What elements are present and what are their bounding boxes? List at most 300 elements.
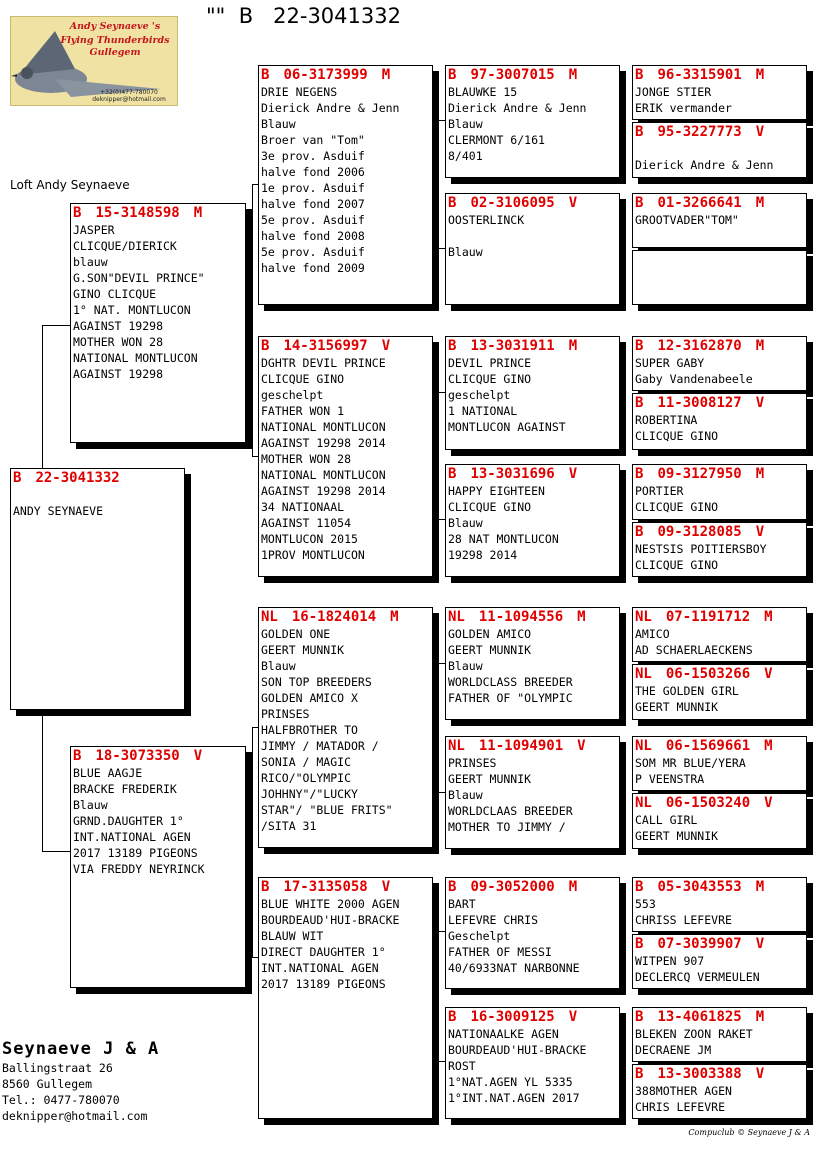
sex-code: V — [381, 338, 391, 354]
country-code: B — [13, 470, 22, 486]
pigeon-header — [633, 878, 806, 896]
ring-number: 96-3315901 — [657, 67, 742, 83]
pigeon-info-line: Blauw — [448, 788, 483, 802]
pigeon-info-line: Dierick Andre & Jenn — [635, 158, 774, 172]
country-code: NL — [635, 609, 652, 625]
pigeon-info-line: AGAINST 19298 2014 — [261, 436, 386, 450]
pigeon-info-line: INT.NATIONAL AGEN — [261, 961, 379, 975]
pigeon-info-line: AGAINST 11054 — [261, 516, 352, 530]
pigeon-info-line: MOTHER WON 28 — [73, 335, 164, 349]
pigeon-info-line: Blauw — [448, 117, 483, 131]
pigeon-info-line: BOURDEAUD'HUI-BRACKE — [261, 913, 400, 927]
pigeon-info-line: GOLDEN AMICO X — [261, 691, 358, 705]
pedigree-card-dam — [70, 746, 246, 988]
sex-code: M — [193, 205, 203, 221]
sex-code: M — [568, 67, 578, 83]
pedigree-card-dds — [445, 877, 620, 989]
ring-number: 09-3128085 — [657, 524, 742, 540]
breeder-city: 8560 Gullegem — [2, 1077, 93, 1091]
connector — [625, 634, 626, 691]
pigeon-info-line: CALL GIRL — [635, 813, 698, 827]
pigeon-info-line: BLUE AAGJE — [73, 766, 143, 780]
country-code: NL — [261, 609, 278, 625]
pigeon-info-line: WORLDCLASS BREEDER — [448, 675, 573, 689]
pigeon-info-line: P VEENSTRA — [635, 772, 705, 786]
pigeon-header — [446, 194, 619, 212]
ring-number: 07-1191712 — [665, 609, 751, 625]
pigeon-info-line: Blauw — [448, 245, 483, 259]
country-code: B — [635, 524, 644, 540]
pigeon-info-line: AGAINST 19298 — [73, 319, 164, 333]
sex-code: M — [755, 195, 765, 211]
pigeon-info-line: Dierick Andre & Jenn — [448, 101, 587, 115]
pigeon-header — [259, 66, 432, 84]
country-code: B — [635, 338, 644, 354]
pedigree-card-ssd — [445, 193, 620, 305]
connector — [438, 931, 439, 1061]
pedigree-card-g2 — [632, 122, 807, 178]
pigeon-info-line: halve fond 2007 — [261, 197, 365, 211]
pedigree-card-g14 — [632, 934, 807, 989]
pedigree-card-dd — [258, 877, 433, 1119]
pigeon-info-line: /SITA 31 — [261, 819, 317, 833]
pedigree-card-g16 — [632, 1064, 807, 1119]
pigeon-info-line: PRINSES — [261, 707, 310, 721]
pigeon-info-line: NATIONAL MONTLUCON — [261, 420, 386, 434]
pigeon-info-line: GEERT MUNNIK — [448, 772, 532, 786]
connector — [438, 248, 445, 249]
pigeon-info-line: FATHER OF "OLYMPIC — [448, 691, 573, 705]
sex-code: V — [755, 524, 765, 540]
pedigree-card-ds — [258, 607, 433, 848]
pedigree-card-g1 — [632, 65, 807, 120]
pigeon-info-line: CLICQUE GINO — [635, 558, 719, 572]
country-code: B — [261, 879, 270, 895]
pigeon-header — [446, 1008, 619, 1026]
pigeon-info-line: 553 — [635, 897, 656, 911]
pigeon-info-line: 1° NAT. MONTLUCON — [73, 303, 191, 317]
pigeon-info-line: Blauw — [261, 117, 296, 131]
ring-number: 18-3073350 — [95, 748, 180, 764]
pedigree-card-sd — [258, 336, 433, 577]
pigeon-info-line: RICO/"OLYMPIC — [261, 771, 352, 785]
logo-email: deknipper@hotmail.com — [92, 96, 166, 103]
ring-number: 05-3043553 — [657, 879, 742, 895]
pigeon-header — [633, 194, 806, 212]
pigeon-info-line: CLICQUE GINO — [448, 500, 532, 514]
pigeon-header — [71, 747, 245, 765]
pigeon-info-line: GOLDEN AMICO — [448, 627, 532, 641]
pigeon-info-line: DGHTR DEVIL PRINCE — [261, 356, 386, 370]
connector — [625, 92, 626, 148]
pigeon-info-line: BLEKEN ZOON RAKET — [635, 1027, 753, 1041]
pedigree-card-sire — [70, 203, 246, 443]
pigeon-info-line: ROBERTINA — [635, 413, 698, 427]
sex-code: V — [764, 795, 773, 811]
connector — [438, 519, 445, 520]
country-code: B — [635, 1009, 644, 1025]
pedigree-card-g12 — [632, 793, 807, 849]
sex-code: V — [568, 466, 578, 482]
pigeon-info-line: JIMMY / MATADOR / — [261, 739, 379, 753]
sex-code: M — [577, 609, 586, 625]
pigeon-info-line: GEERT MUNNIK — [261, 643, 345, 657]
pigeon-info-line: ANDY SEYNAEVE — [13, 504, 104, 518]
ring-number: 14-3156997 — [283, 338, 368, 354]
pigeon-info-line: Broer van "Tom" — [261, 133, 365, 147]
pigeon-info-line: BLUE WHITE 2000 AGEN — [261, 897, 400, 911]
pigeon-header — [633, 123, 806, 141]
breeder-street: Ballingstraat 26 — [2, 1061, 113, 1075]
pedigree-card-sds — [445, 336, 620, 450]
country-code: B — [448, 338, 457, 354]
pigeon-info-line: SON TOP BREEDERS — [261, 675, 372, 689]
pigeon-info-line: HAPPY EIGHTEEN — [448, 484, 545, 498]
ring-number: 22-3041332 — [35, 470, 120, 486]
page-title — [206, 4, 401, 28]
pigeon-info-line: AD SCHAERLAECKENS — [635, 643, 753, 657]
sex-code: M — [764, 738, 773, 754]
pigeon-info-line: GRND.DAUGHTER 1° — [73, 814, 184, 828]
country-code: B — [448, 466, 457, 482]
sex-code: M — [764, 609, 773, 625]
pigeon-info-line: halve fond 2006 — [261, 165, 365, 179]
loft-label: Loft Andy Seynaeve — [10, 178, 130, 192]
logo-phone: +32(0)477-780070 — [100, 89, 158, 96]
pedigree-card-g4 — [632, 250, 807, 305]
country-code: B — [635, 195, 644, 211]
sex-code: V — [764, 666, 773, 682]
pigeon-info-line: 19298 2014 — [448, 548, 518, 562]
pigeon-header — [446, 737, 619, 755]
connector — [625, 220, 626, 276]
pigeon-info-line: BRACKE FREDERIK — [73, 782, 177, 796]
ring-number: 06-1503266 — [665, 666, 751, 682]
pigeon-info-line: DECLERCQ VERMEULEN — [635, 970, 760, 984]
country-code: NL — [635, 666, 652, 682]
pigeon-header — [633, 337, 806, 355]
pigeon-header — [446, 878, 619, 896]
sex-code: M — [568, 879, 578, 895]
sex-code: V — [193, 748, 203, 764]
breeder-name: Seynaeve J & A — [2, 1039, 160, 1059]
breeder-email: deknipper@hotmail.com — [2, 1109, 148, 1123]
pigeon-info-line: OOSTERLINCK — [448, 213, 525, 227]
pigeon-info-line: 2017 13189 PIGEONS — [261, 977, 386, 991]
pigeon-info-line: DIRECT DAUGHTER 1° — [261, 945, 386, 959]
breeder-info — [2, 1038, 159, 1124]
country-code: B — [635, 879, 644, 895]
ring-number: 97-3007015 — [470, 67, 555, 83]
connector — [438, 392, 445, 393]
pigeon-info-line: JASPER — [73, 223, 115, 237]
country-code: B — [635, 124, 644, 140]
pigeon-info-line: GROOTVADER"TOM" — [635, 213, 739, 227]
country-code: B — [73, 205, 82, 221]
sex-code: M — [390, 609, 399, 625]
pigeon-info-line: SUPER GABY — [635, 356, 705, 370]
pigeon-info-line: GEERT MUNNIK — [635, 700, 719, 714]
pigeon-info-line: 3e prov. Asduif — [261, 149, 365, 163]
pigeon-info-line: MONTLUCON AGAINST — [448, 420, 566, 434]
ring-number: 95-3227773 — [657, 124, 742, 140]
connector — [438, 1061, 445, 1062]
pigeon-header — [446, 337, 619, 355]
ring-number: 11-3008127 — [657, 395, 742, 411]
pigeon-header — [633, 794, 806, 812]
pigeon-header — [71, 204, 245, 222]
pedigree-card-g5 — [632, 336, 807, 391]
sex-code: V — [568, 195, 578, 211]
pigeon-info-line: CLICQUE/DIERICK — [73, 239, 177, 253]
logo-line2: Flying Thunderbirds — [60, 35, 170, 46]
pedigree-card-g13 — [632, 877, 807, 932]
pedigree-card-g7 — [632, 464, 807, 520]
pigeon-header — [633, 935, 806, 953]
country-code: B — [261, 338, 270, 354]
country-code: NL — [635, 795, 652, 811]
loft-logo — [10, 16, 178, 106]
pigeon-info-line: SOM MR BLUE/YERA — [635, 756, 746, 770]
sex-code: M — [568, 338, 578, 354]
pigeon-header — [633, 465, 806, 483]
ring-number: 16-1824014 — [291, 609, 377, 625]
pigeon-info-line: NESTSIS POITIERSBOY — [635, 542, 767, 556]
pigeon-info-line: Gaby Vandenabeele — [635, 372, 753, 386]
pigeon-info-line: Blauw — [261, 659, 296, 673]
ring-number: 13-4061825 — [657, 1009, 742, 1025]
pedigree-card-sdd — [445, 464, 620, 577]
pigeon-info-line: Dierick Andre & Jenn — [261, 101, 400, 115]
pigeon-info-line — [11, 487, 184, 503]
sex-code: M — [755, 67, 765, 83]
pigeon-info-line: MOTHER WON 28 — [261, 452, 352, 466]
pigeon-header — [11, 469, 184, 487]
connector — [252, 727, 253, 957]
pigeon-header — [633, 394, 806, 412]
pigeon-info-line: 1 NATIONAL — [448, 404, 518, 418]
country-code: B — [73, 748, 82, 764]
pigeon-info-line: INT.NATIONAL AGEN — [73, 830, 191, 844]
pigeon-info-line: PRINSES — [448, 756, 497, 770]
sex-code: M — [381, 67, 391, 83]
country-code: B — [448, 879, 457, 895]
pigeon-header — [446, 465, 619, 483]
pigeon-info-line: Blauw — [448, 516, 483, 530]
pigeon-info-line: NATIONAALKE AGEN — [448, 1027, 559, 1041]
pigeon-info-line: CHRISS LEFEVRE — [635, 913, 732, 927]
pigeon-info-line: 1e prov. Asduif — [261, 181, 365, 195]
pigeon-info-line: 5e prov. Asduif — [261, 213, 365, 227]
pigeon-info-line: 34 NATIONAAL — [261, 500, 345, 514]
country-code: B — [635, 936, 644, 952]
pigeon-info-line: Blauw — [448, 659, 483, 673]
country-code: B — [635, 466, 644, 482]
pigeon-info-line: CLERMONT 6/161 — [448, 133, 545, 147]
ring-number: 17-3135058 — [283, 879, 368, 895]
country-code: NL — [448, 738, 465, 754]
country-code: B — [261, 67, 270, 83]
pigeon-info-line: GINO CLICQUE — [73, 287, 157, 301]
title-ring: 22-3041332 — [273, 4, 401, 28]
pigeon-info-line: JONGE STIER — [635, 85, 712, 99]
connector — [438, 120, 439, 248]
pigeon-info-line: 40/6933NAT NARBONNE — [448, 961, 580, 975]
pigeon-info-line: BOURDEAUD'HUI-BRACKE — [448, 1043, 587, 1057]
sex-code: V — [568, 1009, 578, 1025]
ring-number: 13-3031911 — [470, 338, 555, 354]
pigeon-info-line: MOTHER TO JIMMY / — [448, 820, 566, 834]
pedigree-card-subject — [10, 468, 185, 710]
connector — [438, 120, 445, 121]
connector — [438, 792, 445, 793]
title-country: B — [238, 4, 254, 28]
logo-line1: Andy Seynaeve 's — [69, 21, 161, 32]
pigeon-info-line: AGAINST 19298 2014 — [261, 484, 386, 498]
pigeon-info-line: Blauw — [73, 798, 108, 812]
pigeon-header — [259, 337, 432, 355]
footer-credit: Compuclub © Seynaeve J & A — [688, 1128, 810, 1137]
pigeon-info-line: GEERT MUNNIK — [635, 829, 719, 843]
pigeon-info-line: FATHER WON 1 — [261, 404, 345, 418]
sex-code: M — [755, 879, 765, 895]
ring-number: 13-3031696 — [470, 466, 555, 482]
pigeon-info-line: THE GOLDEN GIRL — [635, 684, 739, 698]
country-code: B — [448, 195, 457, 211]
connector — [438, 663, 445, 664]
pigeon-info-line: AGAINST 19298 — [73, 367, 164, 381]
pedigree-card-g11 — [632, 736, 807, 791]
pigeon-info-line: 1°NAT.AGEN YL 5335 — [448, 1075, 573, 1089]
breeder-phone: Tel.: 0477-780070 — [2, 1093, 120, 1107]
sex-code: V — [755, 1066, 765, 1082]
pigeon-info-line: HALFBROTHER TO — [261, 723, 358, 737]
ring-number: 11-1094556 — [478, 609, 564, 625]
pedigree-card-dsd — [445, 736, 620, 849]
pedigree-card-g3 — [632, 193, 807, 248]
pigeon-info-line: 8/401 — [448, 149, 483, 163]
country-code: B — [635, 67, 644, 83]
ring-number: 09-3127950 — [657, 466, 742, 482]
pigeon-info-line: DEVIL PRINCE — [448, 356, 532, 370]
connector — [438, 392, 439, 519]
connector — [625, 492, 626, 549]
pedigree-card-g15 — [632, 1007, 807, 1062]
pigeon-info-line: CHRIS LEFEVRE — [635, 1100, 726, 1114]
sex-code: M — [755, 338, 765, 354]
connector — [438, 931, 445, 932]
pigeon-info-line: CLICQUE GINO — [635, 429, 719, 443]
pigeon-info-line: FATHER OF MESSI — [448, 945, 552, 959]
ring-number: 15-3148598 — [95, 205, 180, 221]
pigeon-info-line: DRIE NEGENS — [261, 85, 338, 99]
sex-code: V — [755, 936, 765, 952]
pigeon-info-line: LEFEVRE CHRIS — [448, 913, 539, 927]
pigeon-info-line: DECRAENE JM — [635, 1043, 712, 1057]
pedigree-card-g6 — [632, 393, 807, 450]
pigeon-header — [446, 66, 619, 84]
pigeon-header — [633, 1008, 806, 1026]
sex-code: M — [755, 1009, 765, 1025]
pigeon-info-line: blauw — [73, 255, 108, 269]
pigeon-info-line — [633, 141, 806, 157]
pigeon-info-line: SONIA / MAGIC — [261, 755, 352, 769]
pigeon-header — [633, 66, 806, 84]
pigeon-info-line: JOHHNY"/"LUCKY — [261, 787, 358, 801]
connector — [42, 325, 43, 469]
sex-code: V — [381, 879, 391, 895]
pigeon-info-line: NATIONAL MONTLUCON — [73, 351, 198, 365]
connector — [625, 363, 626, 420]
ring-number: 12-3162870 — [657, 338, 742, 354]
pigeon-info-line: PORTIER — [635, 484, 684, 498]
pigeon-info-line: GOLDEN ONE — [261, 627, 331, 641]
pigeon-info-line: halve fond 2008 — [261, 229, 365, 243]
pigeon-info-line: geschelpt — [448, 388, 511, 402]
pigeon-info-line: AMICO — [635, 627, 670, 641]
ring-number: 06-1569661 — [665, 738, 751, 754]
pigeon-info-line: 5e prov. Asduif — [261, 245, 365, 259]
connector — [625, 903, 626, 960]
pigeon-info-line: Geschelpt — [448, 929, 511, 943]
pigeon-info-line: VIA FREDDY NEYRINCK — [73, 862, 205, 876]
pigeon-info-line: MONTLUCON 2015 — [261, 532, 358, 546]
ring-number: 11-1094901 — [478, 738, 564, 754]
pedigree-card-g9 — [632, 607, 807, 662]
pigeon-header — [259, 878, 432, 896]
pigeon-header — [633, 1065, 806, 1083]
connector — [42, 709, 43, 851]
pigeon-header — [446, 608, 619, 626]
ring-number: 06-3173999 — [283, 67, 368, 83]
ring-number: 06-1503240 — [665, 795, 751, 811]
country-code: NL — [448, 609, 465, 625]
pigeon-header — [633, 665, 806, 683]
pigeon-info-line: ROST — [448, 1059, 476, 1073]
pigeon-info-line: WITPEN 907 — [635, 954, 705, 968]
pigeon-header — [633, 737, 806, 755]
pigeon-info-line: CLICQUE GINO — [261, 372, 345, 386]
ring-number: 16-3009125 — [470, 1009, 555, 1025]
connector — [42, 851, 70, 852]
country-code: B — [448, 67, 457, 83]
pigeon-info-line: CLICQUE GINO — [635, 500, 719, 514]
sex-code: V — [755, 395, 765, 411]
connector — [252, 184, 253, 456]
pedigree-card-ss — [258, 65, 433, 305]
country-code: NL — [635, 738, 652, 754]
pigeon-info-line: CLICQUE GINO — [448, 372, 532, 386]
pigeon-header — [259, 608, 432, 626]
connector — [625, 763, 626, 821]
sex-code: V — [755, 124, 765, 140]
pigeon-info-line: NATIONAL MONTLUCON — [261, 468, 386, 482]
pigeon-info-line: 2017 13189 PIGEONS — [73, 846, 198, 860]
pigeon-info-line: halve fond 2009 — [261, 261, 365, 275]
connector — [625, 1034, 626, 1091]
ring-number: 07-3039907 — [657, 936, 742, 952]
pedigree-card-sss — [445, 65, 620, 178]
pedigree-card-dss — [445, 607, 620, 720]
pigeon-info-line: GEERT MUNNIK — [448, 643, 532, 657]
pigeon-info-line: G.SON"DEVIL PRINCE" — [73, 271, 205, 285]
connector — [438, 663, 439, 792]
ring-number: 02-3106095 — [470, 195, 555, 211]
ring-number: 01-3266641 — [657, 195, 742, 211]
pigeon-info-line: BART — [448, 897, 476, 911]
pigeon-info-line: WORLDCLAAS BREEDER — [448, 804, 573, 818]
pedigree-card-g8 — [632, 522, 807, 577]
